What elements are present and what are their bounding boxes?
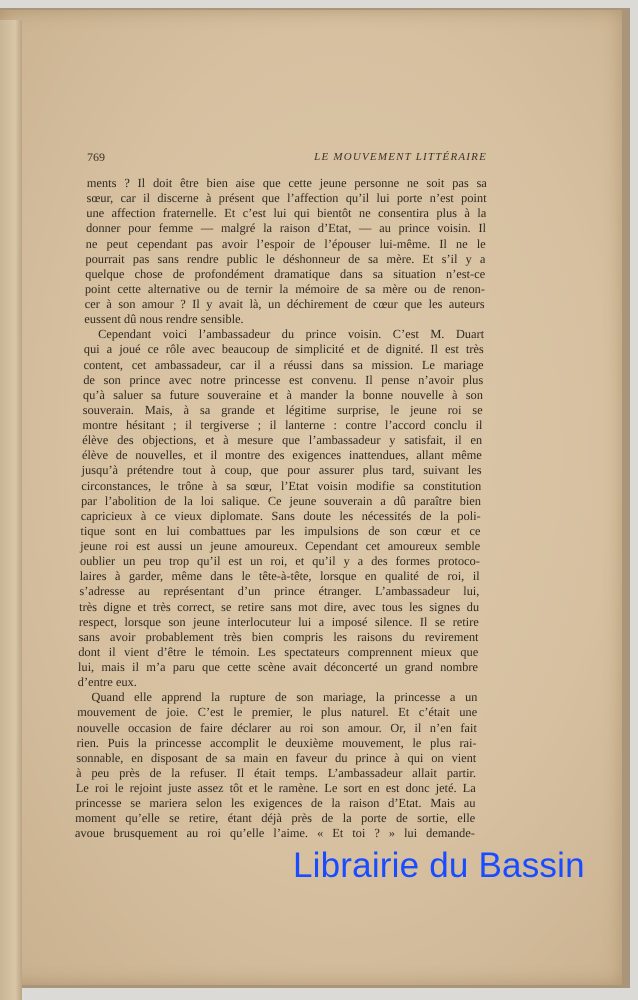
- text-line: élève de nouvelles, et il montre des exigences inattendues, allant même: [81, 448, 483, 463]
- text-line: point cette alternative ou de ternir la mémoire de sa mère ou de renon-: [84, 281, 486, 296]
- text-line: content, cet ambassadeur, car il a réussi dans sa mission. Le mariage: [83, 357, 484, 372]
- text-line: ments ? Il doit être bien aise que cette jeune personne ne soit pas sa: [86, 176, 487, 190]
- running-title: LE MOUVEMENT LITTÉRAIRE: [314, 151, 487, 163]
- text-line: pourrait pas sans rendre public le déshonneur de sa mère. Et s’il y a: [85, 251, 486, 266]
- text-line: nouvelle occasion de faire déclarer au roi son amour. Or, il n’en fait: [76, 720, 478, 735]
- text-line: Cependant voici l’ambassadeur du prince voisin. C’est M. Duart: [97, 327, 485, 342]
- text-line: eussent dû nous rendre sensible.: [84, 312, 244, 327]
- text-line: qui a joué ce rôle avec beaucoup de simplicité et de dignité. Il est très: [83, 342, 484, 357]
- facing-page-edge: [0, 20, 22, 1000]
- text-line: donner pour femme — malgré la raison d’Etat, — au prince voisin. Il: [85, 221, 487, 236]
- text-line: circonstances, le trône à sa sœur, l’Etat voisin modifie sa constitution: [81, 478, 482, 493]
- text-line: lui, mais il m’a paru que cette scène avait déconcerté un grand nombre: [77, 660, 479, 674]
- text-line: mouvement de joie. C’est le premier, le plus naturel. Et c’était une: [77, 705, 478, 720]
- text-line: moment qu’elle se retire, étant déjà près de la porte de sortie, elle: [75, 811, 476, 826]
- text-line: quelque chose de profondément dramatique dans sa situation n’est-ce: [85, 266, 486, 281]
- text-line: Le roi le rejoint juste assez tôt et le ramène. Le sort en est donc jeté. La: [75, 781, 476, 795]
- text-line: sans avoir probablement très bien compris les raisons du revirement: [78, 629, 479, 644]
- text-line: jeune roi est aussi un jeune amoureux. Cependant cet amoureux semble: [80, 539, 481, 553]
- text-line: sœur, car il discerne à présent que l’affection qu’il lui porte n’est point: [86, 191, 487, 206]
- text-line: tique sont en lui combattues par les impulsions de son cœur et ce: [80, 523, 481, 538]
- text-line: de son prince avec notre princesse est convenu. Il pense n’avoir plus: [83, 372, 484, 387]
- text-line: cer à son amour ? Il y avait là, un déchirement de cœur que les auteurs: [84, 297, 485, 311]
- text-line: sonnable, en disposant de sa main en faveur du prince à qui on vient: [76, 750, 477, 765]
- text-line: à peu près de la refuser. Il était temps. L’ambassadeur allait partir.: [75, 765, 477, 780]
- text-line: élève des objections, et à mesure que l’ambassadeur y satisfait, il en: [82, 433, 483, 448]
- text-line: jusqu’à prétendre tout à coup, que pour assurer plus tard, suivant les: [81, 463, 482, 478]
- text-line: avoue brusquement au roi qu’elle l’aime. « Et toi ? » lui demande-: [74, 826, 476, 841]
- text-line: ne peut cependant pas avoir l’espoir de l’épouser lui-même. Il ne le: [85, 236, 486, 251]
- text-line: Quand elle apprend la rupture de son mariage, la princesse a un: [91, 690, 478, 705]
- text-line: d’entre eux.: [77, 675, 138, 690]
- text-line: oublier un peu trop qu’il est un roi, et qu’il y a des formes protoco-: [79, 554, 481, 569]
- text-line: une affection fraternelle. Et c’est lui qui bientôt ne consentira plus à la: [86, 206, 487, 221]
- text-line: montre hésitant ; il tergiverse ; il lanterne : contre l’accord conclu il: [82, 418, 483, 432]
- text-line: princesse se mariera selon les exigences de la raison d’Etat. Mais au: [75, 796, 476, 811]
- text-line: rien. Puis la princesse accomplit le deuxième mouvement, le plus rai-: [76, 735, 477, 750]
- watermark: Librairie du Bassin: [293, 846, 585, 885]
- text-line: laires à garder, même dans le tête-à-tête, lorsque en qualité de roi, il: [79, 569, 480, 584]
- text-line: par l’abolition de la loi salique. Ce jeune souverain a dû paraître bien: [80, 493, 482, 508]
- body-text: [75, 176, 487, 842]
- text-line: très digne et très correct, se retire sans mot dire, avec tous les signes du: [78, 599, 480, 614]
- text-line: dont il vient d’être le témoin. Les spectateurs comprennent mieux que: [78, 644, 479, 659]
- page-header: [87, 150, 487, 166]
- page-number: 769: [87, 150, 105, 164]
- text-line: s’adresse au représentant d’un prince étranger. L’ambassadeur lui,: [79, 584, 480, 599]
- text-line: capricieux à ce vieux diplomate. Sans doute les nécessités de la poli-: [80, 508, 481, 523]
- text-line: qu’à saluer sa future souveraine et à mander la bonne nouvelle à son: [82, 387, 484, 402]
- text-line: souverain. Mais, à sa grande et légitime surprise, le jeune roi se: [82, 402, 483, 417]
- text-line: respect, lorsque son jeune interlocuteur lui a imposé silence. Il se retire: [78, 614, 479, 629]
